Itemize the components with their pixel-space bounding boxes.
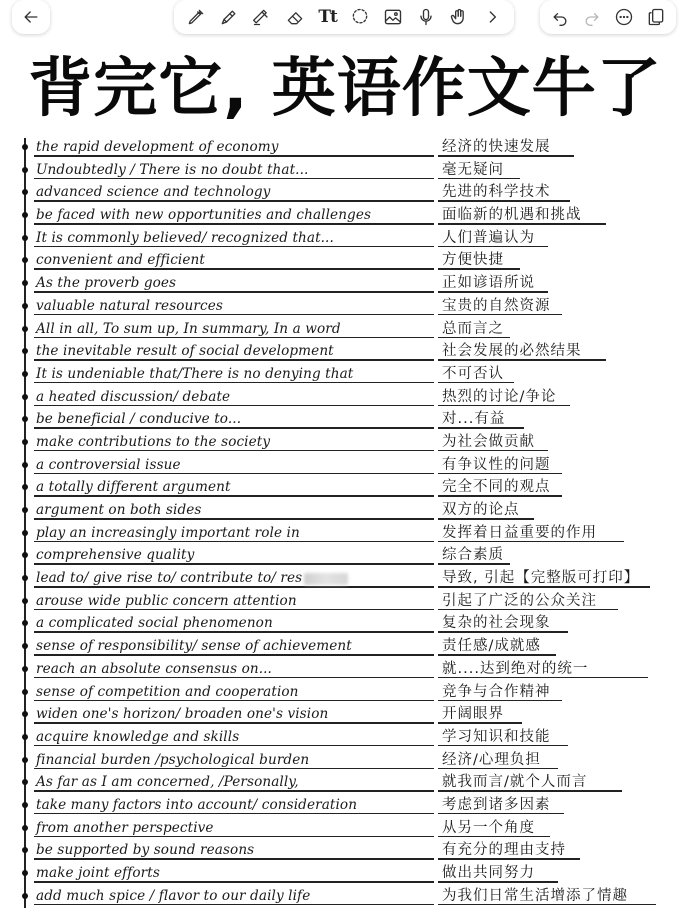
chinese-translation: 完全不同的观点 [442,479,551,496]
phrase-row [0,567,690,590]
chinese-translation: 为我们日常生活增添了情趣 [442,887,628,904]
back-button[interactable] [12,0,50,34]
english-phrase: sense of responsibility/ sense of achievement [36,638,352,655]
chinese-translation: 人们普遍认为 [442,229,535,246]
chinese-translation: 经济的快速发展 [442,139,551,155]
bullet-dot [22,870,28,876]
bullet-dot [22,620,28,626]
phrase-row [0,590,690,613]
phrase-row [0,318,690,341]
english-phrase: convenient and efficient [36,252,205,269]
phrase-row [0,249,690,272]
phrase-row [0,658,690,681]
phrase-list [0,136,690,907]
chinese-translation: 责任感/成就感 [442,638,541,655]
lasso-icon[interactable] [348,5,372,29]
phrase-row [0,862,690,885]
english-phrase: take many factors into account/ consideration [36,796,358,813]
bullet-dot [22,235,28,241]
english-phrase: valuable natural resources [36,297,223,314]
phrase-row [0,885,690,908]
bullet-dot [22,394,28,400]
chinese-translation: 做出共同努力 [442,865,535,881]
english-phrase: from another perspective [36,819,214,836]
chinese-translation: 开阔眼界 [442,706,504,723]
phrase-row [0,272,690,295]
phrase-row [0,476,690,499]
chinese-translation: 竞争与合作精神 [442,683,551,700]
chinese-translation: 学习知识和技能 [442,728,551,745]
chinese-translation: 面临新的机遇和挑战 [442,207,582,224]
bullet-dot [22,598,28,604]
chinese-translation: 综合素质 [442,547,504,564]
english-phrase: the rapid development of economy [36,139,279,155]
english-phrase: the inevitable result of social development [36,343,334,360]
english-phrase: play an increasingly important role in [36,524,300,541]
phrase-row [0,726,690,749]
more-icon[interactable] [612,5,636,29]
chinese-translation: 就我而言/就个人而言 [442,774,588,791]
english-phrase: add much spice / flavor to our daily life [36,887,311,904]
english-phrase: sense of competition and cooperation [36,683,299,700]
bullet-dot [22,167,28,173]
bullet-dot [22,303,28,309]
phrase-row [0,817,690,840]
eraser-icon[interactable] [283,5,307,29]
bullet-dot [22,689,28,695]
phrase-row [0,431,690,454]
chinese-translation: 总而言之 [442,320,504,337]
phrase-row [0,363,690,386]
bullet-dot [22,371,28,377]
chinese-translation: 就....达到绝对的统一 [442,660,589,677]
chinese-translation: 热烈的讨论/争论 [442,388,557,405]
chevron-right-icon[interactable] [480,5,504,29]
bullet-dot [22,144,28,150]
bullet-dot [22,416,28,422]
blurred-text [304,573,348,585]
bullet-dot [22,439,28,445]
phrase-row [0,703,690,726]
highlighter-icon[interactable] [250,5,274,29]
phrase-row [0,340,690,363]
undo-icon[interactable] [548,5,572,29]
back-arrow-icon [19,5,43,29]
bullet-dot [22,666,28,672]
text-icon[interactable]: Tt [318,7,337,27]
bullet-dot [22,893,28,899]
bullet-dot [22,189,28,195]
english-phrase: As the proverb goes [36,275,177,292]
chinese-translation: 有充分的理由支持 [442,842,566,859]
chinese-translation: 正如谚语所说 [442,275,535,292]
page-title: 背完它, 英语作文牛了 [28,52,662,126]
english-phrase: a heated discussion/ debate [36,388,231,405]
bullet-dot [22,326,28,332]
hand-icon[interactable] [447,5,471,29]
phrase-row [0,681,690,704]
phrase-row [0,159,690,182]
phrase-row [0,839,690,862]
phrase-row [0,612,690,635]
english-phrase: lead to/ give rise to/ contribute to/ res [36,567,348,588]
english-phrase: Undoubtedly / There is no doubt that... [36,161,309,178]
english-phrase: make joint efforts [36,865,160,881]
chinese-translation: 对...有益 [442,411,506,428]
chinese-translation: 导致, 引起【完整版可打印】 [442,570,640,587]
toolbar [0,0,690,40]
chinese-translation: 宝贵的自然资源 [442,297,551,314]
phrase-row [0,227,690,250]
phrase-row [0,794,690,817]
phrase-row [0,295,690,318]
english-phrase: argument on both sides [36,502,202,518]
bullet-dot [22,802,28,808]
english-phrase: financial burden /psychological burden [36,751,310,768]
english-phrase: comprehensive quality [36,547,195,564]
bullet-dot [22,484,28,490]
microphone-icon[interactable] [414,5,438,29]
chinese-translation: 社会发展的必然结果 [442,343,582,360]
bullet-dot [22,280,28,286]
phrase-row [0,136,690,159]
english-phrase: a controversial issue [36,456,181,473]
bullet-dot [22,779,28,785]
phrase-row [0,749,690,772]
chinese-translation: 发挥着日益重要的作用 [442,524,597,541]
chinese-translation: 毫无疑问 [442,161,504,178]
pages-icon[interactable] [644,5,668,29]
phrase-row [0,771,690,794]
bullet-dot [22,643,28,649]
image-icon[interactable] [381,5,405,29]
english-phrase: make contributions to the society [36,433,271,450]
pencil-icon[interactable] [217,5,241,29]
bullet-dot [22,711,28,717]
english-phrase: be beneficial / conducive to... [36,411,242,428]
phrase-row [0,544,690,567]
phrase-row [0,181,690,204]
english-phrase: advanced science and technology [36,184,271,201]
chinese-translation: 方便快捷 [442,252,504,269]
english-phrase: reach an absolute consensus on... [36,660,272,677]
bullet-dot [22,507,28,513]
pen-icon[interactable] [184,5,208,29]
bullet-dot [22,757,28,763]
bullet-dot [22,552,28,558]
english-phrase: a totally different argument [36,479,231,496]
english-phrase: widen one's horizon/ broaden one's vision [36,706,329,723]
bullet-dot [22,847,28,853]
english-phrase: It is undeniable that/There is no denying that [36,365,354,382]
english-phrase: It is commonly believed/ recognized that... [36,229,334,246]
phrase-row [0,635,690,658]
bullet-dot [22,212,28,218]
redo-icon[interactable] [580,5,604,29]
chinese-translation: 从另一个角度 [442,819,535,836]
english-phrase: acquire knowledge and skills [36,728,240,745]
phrase-row [0,499,690,522]
chinese-translation: 不可否认 [442,365,504,382]
phrase-row [0,204,690,227]
history-and-menu [540,0,676,34]
bullet-dot [22,257,28,263]
phrase-row [0,408,690,431]
bullet-dot [22,462,28,468]
chinese-translation: 为社会做贡献 [442,433,535,450]
english-phrase: be faced with new opportunities and challenges [36,207,372,224]
english-phrase: a complicated social phenomenon [36,615,273,632]
bullet-dot [22,734,28,740]
phrase-row [0,454,690,477]
chinese-translation: 先进的科学技术 [442,184,551,201]
phrase-row [0,386,690,409]
chinese-translation: 考虑到诸多因素 [442,796,551,813]
chinese-translation: 经济/心理负担 [442,751,541,768]
bullet-dot [22,530,28,536]
english-phrase: As far as I am concerned, /Personally, [36,774,299,791]
english-phrase: arouse wide public concern attention [36,592,297,609]
bullet-dot [22,575,28,581]
chinese-translation: 引起了广泛的公众关注 [442,592,597,609]
phrase-row [0,522,690,545]
chinese-translation: 复杂的社会现象 [442,615,551,632]
english-phrase: All in all, To sum up, In summary, In a word [36,320,341,337]
bullet-dot [22,825,28,831]
chinese-translation: 有争议性的问题 [442,456,551,473]
english-phrase: be supported by sound reasons [36,842,255,859]
drawing-tools [174,0,514,34]
chinese-translation: 双方的论点 [442,502,520,518]
bullet-dot [22,348,28,354]
